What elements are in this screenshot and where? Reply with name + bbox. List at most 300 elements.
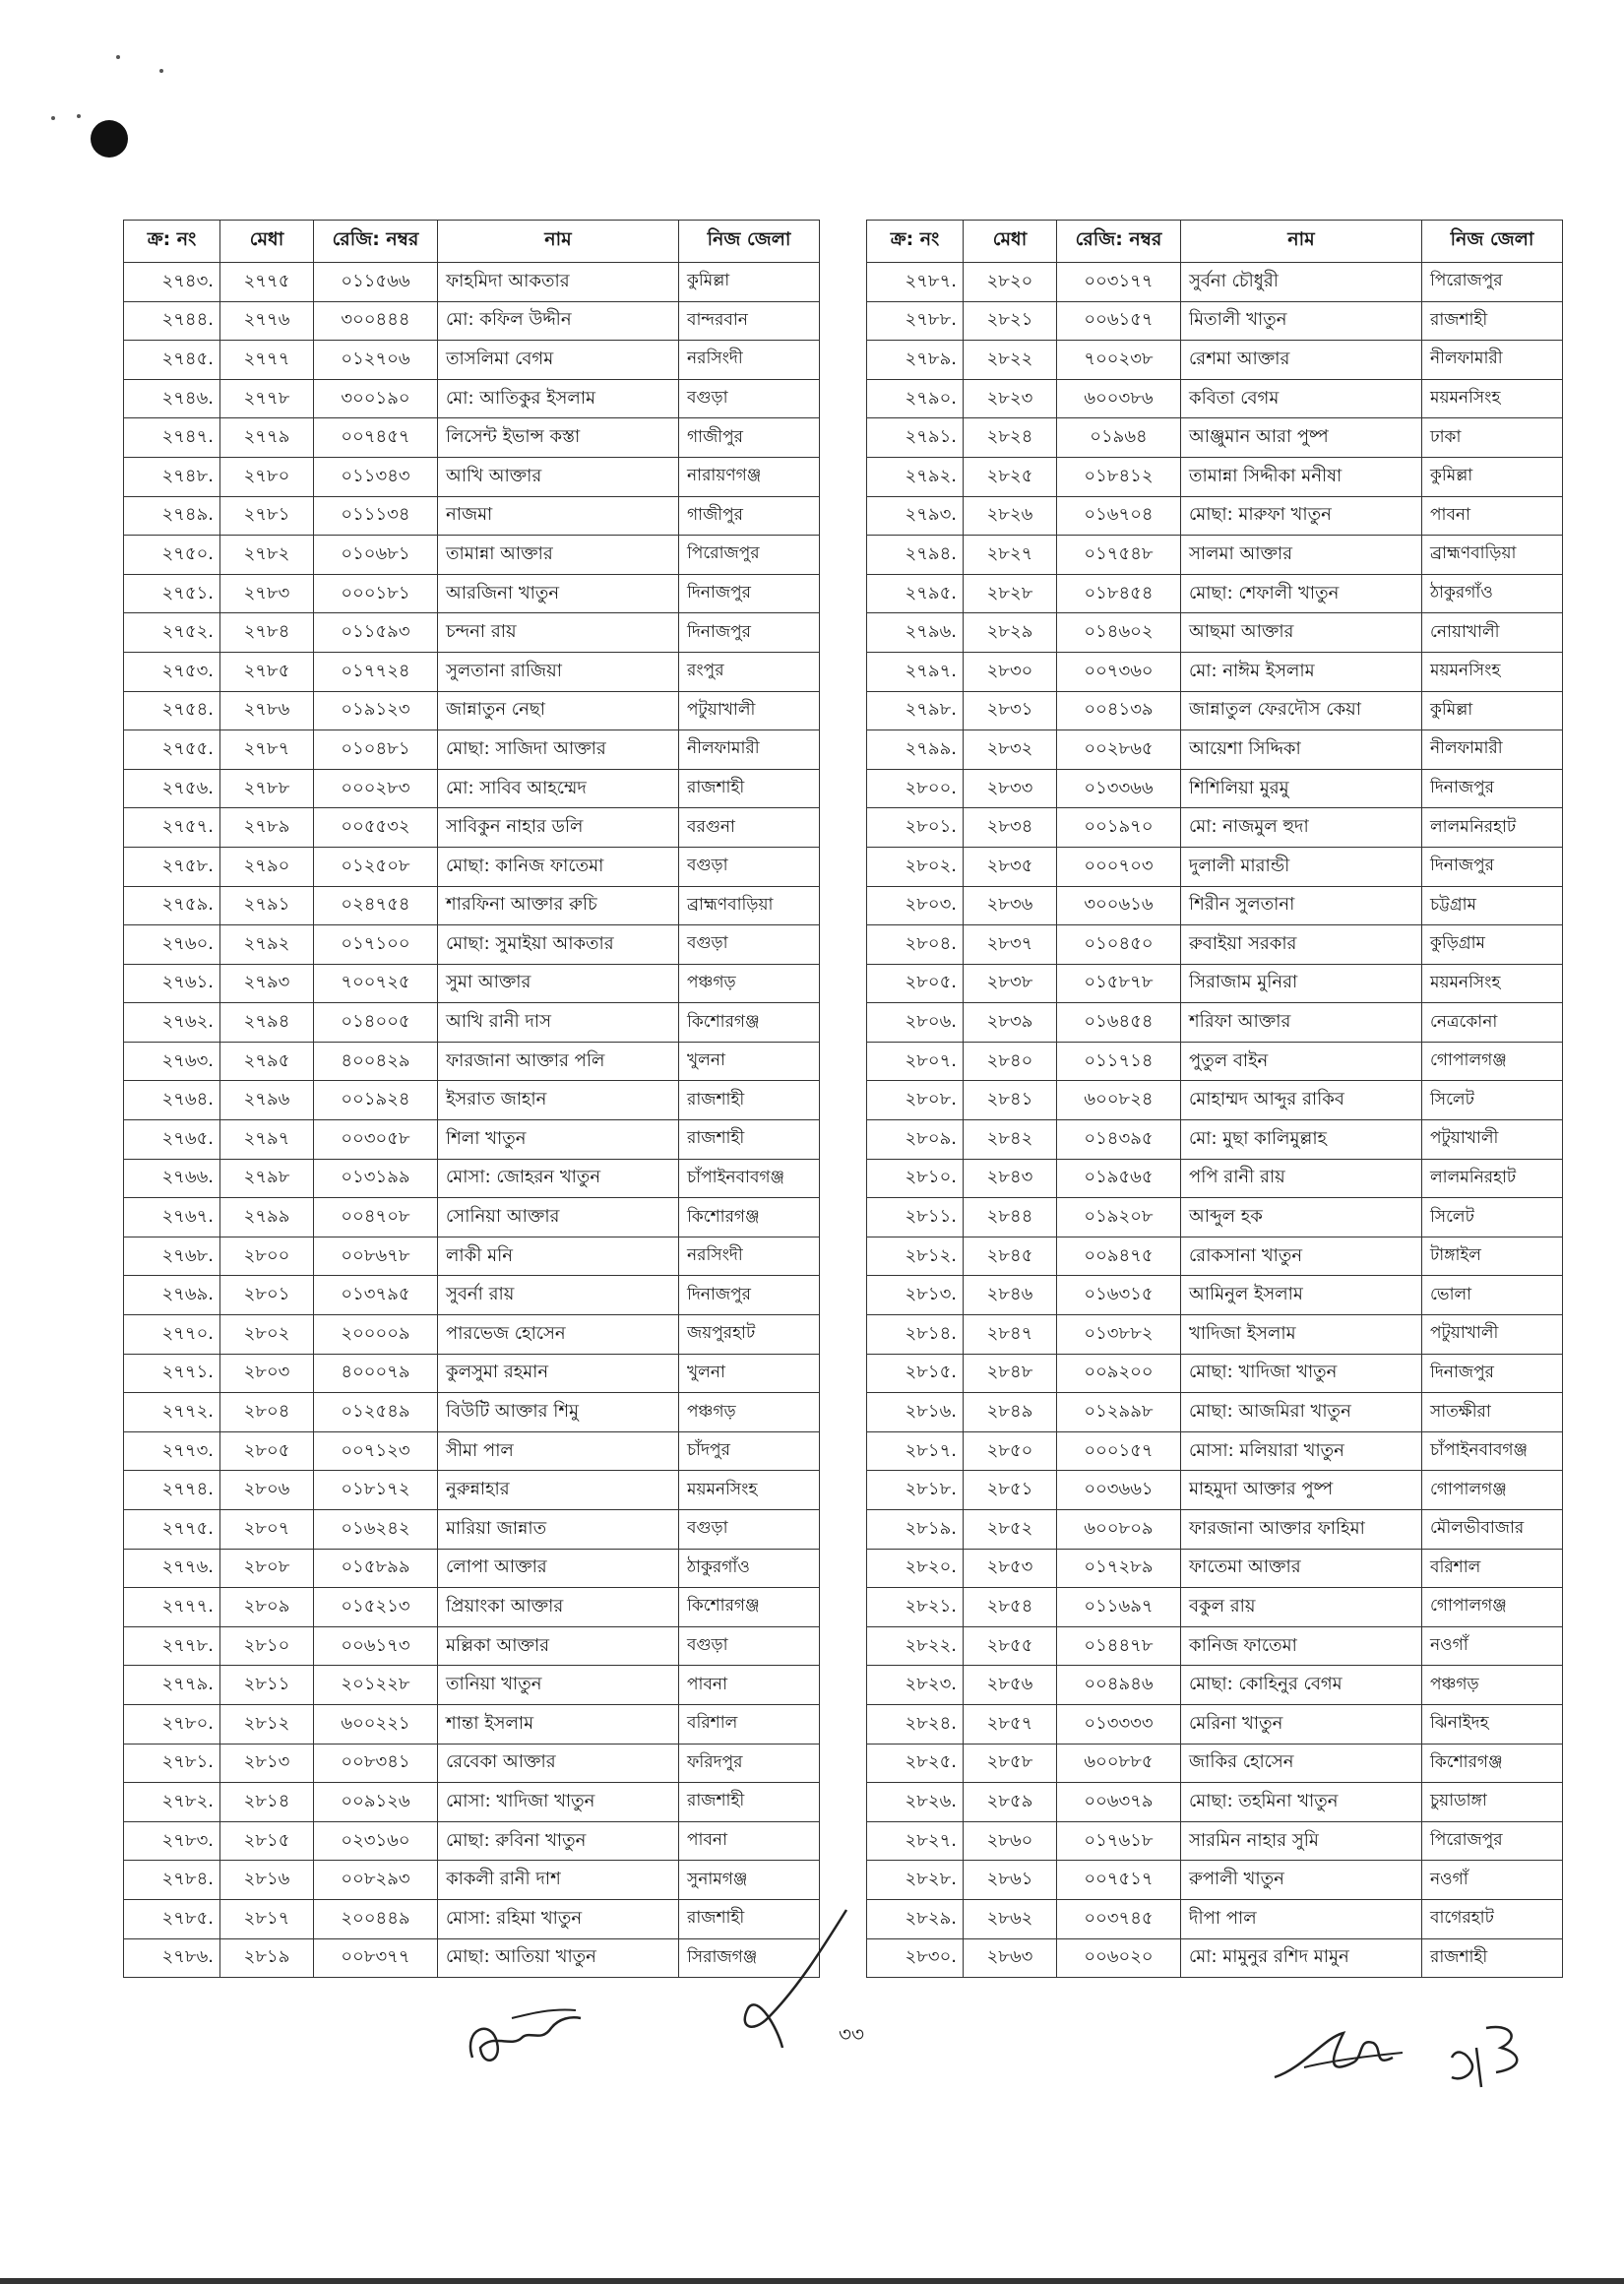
cell-district: রাজশাহী <box>679 769 820 808</box>
table-row <box>867 574 1563 613</box>
cell-merit: ২৮৪৫ <box>964 1237 1057 1276</box>
cell-serial: ২৭৯০. <box>867 379 964 418</box>
cell-merit: ২৭৮২ <box>220 536 314 575</box>
cell-district: নওগাঁ <box>1422 1626 1563 1666</box>
cell-name: লিসেন্ট ইভান্স কস্তা <box>438 418 679 458</box>
cell-name: তাসলিমা বেগম <box>438 341 679 380</box>
cell-district: পাবনা <box>1422 496 1563 536</box>
table-row <box>124 1276 820 1315</box>
table-header-row <box>124 221 820 263</box>
cell-name: মারিয়া জান্নাত <box>438 1510 679 1550</box>
cell-district: নেত্রকোনা <box>1422 1003 1563 1043</box>
table-row <box>124 496 820 536</box>
table-row <box>124 536 820 575</box>
cell-reg-number: ৪০০০৭৯ <box>314 1354 438 1393</box>
table-row <box>124 1783 820 1822</box>
cell-name: মাহমুদা আক্তার পুষ্প <box>1181 1471 1422 1510</box>
cell-serial: ২৭৭৩. <box>124 1431 220 1471</box>
table-row <box>867 886 1563 925</box>
cell-merit: ২৮৩১ <box>964 691 1057 730</box>
cell-reg-number: ০২৩১৬০ <box>314 1821 438 1861</box>
cell-reg-number: ০১১৫৯৩ <box>314 613 438 653</box>
cell-reg-number: ০০৭৩৬০ <box>1057 652 1181 691</box>
cell-reg-number: ০০২৮৬৫ <box>1057 730 1181 770</box>
cell-serial: ২৭৮৮. <box>867 301 964 341</box>
cell-merit: ২৮০৪ <box>220 1393 314 1432</box>
cell-merit: ২৮৫৪ <box>964 1588 1057 1627</box>
cell-merit: ২৮৪৭ <box>964 1315 1057 1355</box>
cell-merit: ২৮৩৪ <box>964 808 1057 848</box>
cell-district: কিশোরগঞ্জ <box>679 1003 820 1043</box>
cell-name: কুলসুমা রহমান <box>438 1354 679 1393</box>
cell-merit: ২৮৫৩ <box>964 1549 1057 1588</box>
header-serial: ক্র: নং <box>124 221 220 263</box>
cell-name: দীপা পাল <box>1181 1899 1422 1938</box>
cell-serial: ২৭৯৭. <box>867 652 964 691</box>
cell-serial: ২৭৯১. <box>867 418 964 458</box>
cell-merit: ২৮৪২ <box>964 1120 1057 1160</box>
cell-name: নাজমা <box>438 496 679 536</box>
cell-merit: ২৮৬১ <box>964 1861 1057 1900</box>
cell-district: চাঁপাইনবাবগঞ্জ <box>1422 1431 1563 1471</box>
cell-name: আমিনুল ইসলাম <box>1181 1276 1422 1315</box>
cell-reg-number: ০০৮৩৪১ <box>314 1744 438 1783</box>
table-row <box>867 1042 1563 1081</box>
cell-reg-number: ০১০৪৫০ <box>1057 925 1181 965</box>
cell-reg-number: ৩০০১৯০ <box>314 379 438 418</box>
cell-reg-number: ০০৭১২৩ <box>314 1431 438 1471</box>
cell-merit: ২৮২৫ <box>964 457 1057 496</box>
cell-merit: ২৮২০ <box>964 263 1057 302</box>
cell-merit: ২৮১৩ <box>220 1744 314 1783</box>
cell-district: পিরোজপুর <box>1422 1821 1563 1861</box>
cell-serial: ২৭৫৯. <box>124 886 220 925</box>
cell-serial: ২৭৪৫. <box>124 341 220 380</box>
cell-district: গাজীপুর <box>679 418 820 458</box>
cell-district: বরিশাল <box>679 1704 820 1744</box>
cell-name: সোনিয়া আক্তার <box>438 1198 679 1237</box>
table-row <box>124 379 820 418</box>
cell-serial: ২৭৮৬. <box>124 1938 220 1978</box>
cell-merit: ২৮৪১ <box>964 1081 1057 1120</box>
cell-merit: ২৭৭৮ <box>220 379 314 418</box>
table-row <box>124 886 820 925</box>
cell-serial: ২৭৪৬. <box>124 379 220 418</box>
cell-name: ফাতেমা আক্তার <box>1181 1549 1422 1588</box>
cell-reg-number: ৬০০৮২৪ <box>1057 1081 1181 1120</box>
cell-district: পটুয়াখালী <box>1422 1120 1563 1160</box>
table-row <box>124 730 820 770</box>
cell-serial: ২৮১০. <box>867 1159 964 1198</box>
cell-serial: ২৮৩০. <box>867 1938 964 1978</box>
table-row <box>867 1081 1563 1120</box>
cell-serial: ২৮২৫. <box>867 1744 964 1783</box>
cell-serial: ২৭৬৫. <box>124 1120 220 1160</box>
cell-merit: ২৭৭৯ <box>220 418 314 458</box>
cell-name: ফাহমিদা আকতার <box>438 263 679 302</box>
cell-district: ময়মনসিংহ <box>679 1471 820 1510</box>
cell-name: মোছা: রুবিনা খাতুন <box>438 1821 679 1861</box>
cell-serial: ২৭৫১. <box>124 574 220 613</box>
table-row <box>867 1510 1563 1550</box>
bottom-edge <box>0 2278 1624 2284</box>
cell-district: রাজশাহী <box>679 1783 820 1822</box>
cell-reg-number: ০১০৬৮১ <box>314 536 438 575</box>
cell-name: মোছা: মারুফা খাতুন <box>1181 496 1422 536</box>
cell-district: জয়পুরহাট <box>679 1315 820 1355</box>
cell-reg-number: ০১৬৩১৫ <box>1057 1276 1181 1315</box>
cell-serial: ২৮১৯. <box>867 1510 964 1550</box>
cell-name: আখি রানী দাস <box>438 1003 679 1043</box>
cell-reg-number: ০০৪৯৪৬ <box>1057 1666 1181 1705</box>
cell-name: মোছা: কোহিনুর বেগম <box>1181 1666 1422 1705</box>
cell-reg-number: ০১৯২০৮ <box>1057 1198 1181 1237</box>
table-row <box>124 1393 820 1432</box>
cell-merit: ২৮৪৯ <box>964 1393 1057 1432</box>
cell-name: কাকলী রানী দাশ <box>438 1861 679 1900</box>
cell-serial: ২৭৬৯. <box>124 1276 220 1315</box>
cell-serial: ২৭৯৫. <box>867 574 964 613</box>
cell-reg-number: ০১৩৮৮২ <box>1057 1315 1181 1355</box>
cell-reg-number: ০১৪৬০২ <box>1057 613 1181 653</box>
cell-district: কুমিল্লা <box>1422 457 1563 496</box>
cell-merit: ২৮৩৬ <box>964 886 1057 925</box>
cell-name: জাকির হোসেন <box>1181 1744 1422 1783</box>
cell-name: কবিতা বেগম <box>1181 379 1422 418</box>
cell-serial: ২৮০৮. <box>867 1081 964 1120</box>
cell-merit: ২৮৫৯ <box>964 1783 1057 1822</box>
header-serial: ক্র: নং <box>867 221 964 263</box>
cell-name: শিলা খাতুন <box>438 1120 679 1160</box>
table-row <box>867 730 1563 770</box>
cell-name: মোসা: জোহরন খাতুন <box>438 1159 679 1198</box>
cell-serial: ২৭৭৪. <box>124 1471 220 1510</box>
cell-serial: ২৮০২. <box>867 847 964 886</box>
cell-reg-number: ০১২৫০৮ <box>314 847 438 886</box>
cell-serial: ২৭৫৩. <box>124 652 220 691</box>
merit-table-left <box>123 220 820 1978</box>
table-row <box>867 1393 1563 1432</box>
cell-name: ইসরাত জাহান <box>438 1081 679 1120</box>
cell-serial: ২৮২৩. <box>867 1666 964 1705</box>
table-row <box>867 1899 1563 1938</box>
cell-district: নীলফামারী <box>1422 341 1563 380</box>
cell-serial: ২৭৮১. <box>124 1744 220 1783</box>
cell-serial: ২৮২০. <box>867 1549 964 1588</box>
header-district: নিজ জেলা <box>1422 221 1563 263</box>
cell-district: পাবনা <box>679 1666 820 1705</box>
cell-merit: ২৭৯৯ <box>220 1198 314 1237</box>
cell-name: লাকী মনি <box>438 1237 679 1276</box>
cell-merit: ২৮২৭ <box>964 536 1057 575</box>
cell-merit: ২৭৭৭ <box>220 341 314 380</box>
cell-name: পুতুল বাইন <box>1181 1042 1422 1081</box>
cell-name: আয়েশা সিদ্দিকা <box>1181 730 1422 770</box>
cell-serial: ২৭৫৬. <box>124 769 220 808</box>
cell-reg-number: ২০০৪৪৯ <box>314 1899 438 1938</box>
cell-district: বগুড়া <box>679 1626 820 1666</box>
cell-district: কিশোরগঞ্জ <box>679 1198 820 1237</box>
cell-serial: ২৮১৬. <box>867 1393 964 1432</box>
table-row <box>124 1821 820 1861</box>
table-row <box>124 341 820 380</box>
cell-reg-number: ০১৭৭২৪ <box>314 652 438 691</box>
header-reg: রেজি: নম্বর <box>314 221 438 263</box>
cell-serial: ২৮২৭. <box>867 1821 964 1861</box>
cell-serial: ২৭৮৩. <box>124 1821 220 1861</box>
cell-serial: ২৭৪৪. <box>124 301 220 341</box>
cell-district: বরগুনা <box>679 808 820 848</box>
cell-merit: ২৮৬৩ <box>964 1938 1057 1978</box>
cell-serial: ২৭৭৬. <box>124 1549 220 1588</box>
cell-district: পঞ্চগড় <box>679 964 820 1003</box>
cell-district: বগুড়া <box>679 925 820 965</box>
table-row <box>124 1588 820 1627</box>
cell-serial: ২৮০৭. <box>867 1042 964 1081</box>
cell-reg-number: ০১৪৩৯৫ <box>1057 1120 1181 1160</box>
cell-merit: ২৭৯৮ <box>220 1159 314 1198</box>
cell-name: তামান্না আক্তার <box>438 536 679 575</box>
cell-serial: ২৮২৯. <box>867 1899 964 1938</box>
cell-serial: ২৮০০. <box>867 769 964 808</box>
cell-reg-number: ৬০০৩৮৬ <box>1057 379 1181 418</box>
cell-serial: ২৭৯৯. <box>867 730 964 770</box>
cell-district: খুলনা <box>679 1354 820 1393</box>
table-row <box>867 1003 1563 1043</box>
cell-name: আছমা আক্তার <box>1181 613 1422 653</box>
table-row <box>867 1159 1563 1198</box>
cell-name: বকুল রায় <box>1181 1588 1422 1627</box>
cell-name: ফারজানা আক্তার পলি <box>438 1042 679 1081</box>
cell-reg-number: ০১৩৭৯৫ <box>314 1276 438 1315</box>
table-row <box>867 1431 1563 1471</box>
cell-merit: ২৮৩৫ <box>964 847 1057 886</box>
cell-serial: ২৭৯৩. <box>867 496 964 536</box>
cell-serial: ২৮০৯. <box>867 1120 964 1160</box>
cell-serial: ২৭৬৪. <box>124 1081 220 1120</box>
table-row <box>867 1237 1563 1276</box>
table-row <box>124 1237 820 1276</box>
cell-district: দিনাজপুর <box>1422 1354 1563 1393</box>
header-merit: মেধা <box>220 221 314 263</box>
cell-serial: ২৭৪৯. <box>124 496 220 536</box>
cell-serial: ২৭৬৬. <box>124 1159 220 1198</box>
cell-district: গোপালগঞ্জ <box>1422 1471 1563 1510</box>
cell-merit: ২৮৩০ <box>964 652 1057 691</box>
cell-district: দিনাজপুর <box>679 574 820 613</box>
cell-district: গোপালগঞ্জ <box>1422 1042 1563 1081</box>
cell-district: ময়মনসিংহ <box>1422 652 1563 691</box>
cell-merit: ২৮১৫ <box>220 1821 314 1861</box>
cell-name: জান্নাতুন নেছা <box>438 691 679 730</box>
cell-merit: ২৭৯৬ <box>220 1081 314 1120</box>
cell-district: ঠাকুরগাঁও <box>679 1549 820 1588</box>
cell-district: টাঙ্গাইল <box>1422 1237 1563 1276</box>
cell-name: মোহাম্মদ আব্দুর রাকিব <box>1181 1081 1422 1120</box>
table-row <box>867 613 1563 653</box>
cell-name: প্রিয়াংকা আক্তার <box>438 1588 679 1627</box>
cell-merit: ২৮১০ <box>220 1626 314 1666</box>
cell-serial: ২৭৮৯. <box>867 341 964 380</box>
cell-reg-number: ০০৩৭৪৫ <box>1057 1899 1181 1938</box>
cell-reg-number: ০১৩১৯৯ <box>314 1159 438 1198</box>
cell-serial: ২৭৯৬. <box>867 613 964 653</box>
cell-reg-number: ০১৪০০৫ <box>314 1003 438 1043</box>
scan-speck <box>51 116 55 120</box>
cell-merit: ২৮৫০ <box>964 1431 1057 1471</box>
cell-name: মো: সাবিব আহম্মেদ <box>438 769 679 808</box>
cell-reg-number: ০১১৫৬৬ <box>314 263 438 302</box>
cell-name: সুর্বনা চৌধুরী <box>1181 263 1422 302</box>
cell-reg-number: ০০০২৮৩ <box>314 769 438 808</box>
cell-name: বিউটি আক্তার শিমু <box>438 1393 679 1432</box>
cell-merit: ২৮৬০ <box>964 1821 1057 1861</box>
cell-merit: ২৮০৯ <box>220 1588 314 1627</box>
table-row <box>867 536 1563 575</box>
cell-reg-number: ২০০০০৯ <box>314 1315 438 1355</box>
cell-district: নওগাঁ <box>1422 1861 1563 1900</box>
cell-district: বগুড়া <box>679 379 820 418</box>
cell-merit: ২৭৮১ <box>220 496 314 536</box>
cell-serial: ২৭৪৮. <box>124 457 220 496</box>
table-row <box>124 1198 820 1237</box>
table-row <box>867 925 1563 965</box>
table-row <box>124 1704 820 1744</box>
table-row <box>124 847 820 886</box>
table-row <box>124 1899 820 1938</box>
cell-name: তানিয়া খাতুন <box>438 1666 679 1705</box>
cell-reg-number: ০১১৭১৪ <box>1057 1042 1181 1081</box>
cell-reg-number: ০০০১৮১ <box>314 574 438 613</box>
cell-merit: ২৭৮৩ <box>220 574 314 613</box>
cell-reg-number: ০০৩০৫৮ <box>314 1120 438 1160</box>
cell-reg-number: ০১৭২৮৯ <box>1057 1549 1181 1588</box>
cell-reg-number: ২০১২২৮ <box>314 1666 438 1705</box>
table-row <box>124 1120 820 1160</box>
cell-name: তামান্না সিদ্দীকা মনীষা <box>1181 457 1422 496</box>
cell-reg-number: ০১৪৪৭৮ <box>1057 1626 1181 1666</box>
cell-name: মিতালী খাতুন <box>1181 301 1422 341</box>
cell-serial: ২৭৬০. <box>124 925 220 965</box>
cell-name: মোসা: রহিমা খাতুন <box>438 1899 679 1938</box>
cell-name: মো: মুছা কালিমুল্লাহ <box>1181 1120 1422 1160</box>
cell-name: পারভেজ হোসেন <box>438 1315 679 1355</box>
cell-name: রেশমা আক্তার <box>1181 341 1422 380</box>
cell-serial: ২৭৫৮. <box>124 847 220 886</box>
cell-merit: ২৭৮৯ <box>220 808 314 848</box>
table-row <box>124 925 820 965</box>
table-row <box>867 847 1563 886</box>
cell-merit: ২৭৯০ <box>220 847 314 886</box>
cell-reg-number: ০০৯১২৬ <box>314 1783 438 1822</box>
cell-reg-number: ৩০০৪৪৪ <box>314 301 438 341</box>
cell-district: দিনাজপুর <box>679 1276 820 1315</box>
cell-district: কুমিল্লা <box>1422 691 1563 730</box>
cell-serial: ২৭৭১. <box>124 1354 220 1393</box>
cell-merit: ২৭৯২ <box>220 925 314 965</box>
table-row <box>124 1081 820 1120</box>
cell-district: সাতক্ষীরা <box>1422 1393 1563 1432</box>
cell-serial: ২৭৫৭. <box>124 808 220 848</box>
scan-speck <box>77 114 81 118</box>
cell-name: শান্তা ইসলাম <box>438 1704 679 1744</box>
cell-reg-number: ০১৭৬১৮ <box>1057 1821 1181 1861</box>
merit-table-right <box>866 220 1563 1978</box>
cell-merit: ২৮০০ <box>220 1237 314 1276</box>
cell-serial: ২৭৯৪. <box>867 536 964 575</box>
cell-district: সিরাজগঞ্জ <box>679 1938 820 1978</box>
cell-serial: ২৭৭৭. <box>124 1588 220 1627</box>
cell-name: মল্লিকা আক্তার <box>438 1626 679 1666</box>
cell-serial: ২৭৮৭. <box>867 263 964 302</box>
cell-serial: ২৮১৫. <box>867 1354 964 1393</box>
cell-reg-number: ০০৬০২০ <box>1057 1938 1181 1978</box>
cell-reg-number: ০১৩৩৩৩ <box>1057 1704 1181 1744</box>
cell-reg-number: ০০৬১৫৭ <box>1057 301 1181 341</box>
cell-reg-number: ০১৫২১৩ <box>314 1588 438 1627</box>
cell-serial: ২৮০৪. <box>867 925 964 965</box>
cell-district: নরসিংদী <box>679 341 820 380</box>
cell-reg-number: ৭০০২৩৮ <box>1057 341 1181 380</box>
table-row <box>867 1821 1563 1861</box>
cell-name: শারফিনা আক্তার রুচি <box>438 886 679 925</box>
table-row <box>867 769 1563 808</box>
cell-district: মৌলভীবাজার <box>1422 1510 1563 1550</box>
cell-serial: ২৮১৪. <box>867 1315 964 1355</box>
cell-district: রংপুর <box>679 652 820 691</box>
cell-name: মেরিনা খাতুন <box>1181 1704 1422 1744</box>
cell-name: সুবর্না রায় <box>438 1276 679 1315</box>
cell-name: লোপা আক্তার <box>438 1549 679 1588</box>
cell-serial: ২৮০৫. <box>867 964 964 1003</box>
cell-district: পটুয়াখালী <box>1422 1315 1563 1355</box>
cell-merit: ২৮৪৪ <box>964 1198 1057 1237</box>
header-name: নাম <box>1181 221 1422 263</box>
table-row <box>867 379 1563 418</box>
cell-merit: ২৮৫১ <box>964 1471 1057 1510</box>
cell-serial: ২৮১৩. <box>867 1276 964 1315</box>
cell-merit: ২৮২৮ <box>964 574 1057 613</box>
table-row <box>867 457 1563 496</box>
cell-name: রুবাইয়া সরকার <box>1181 925 1422 965</box>
cell-serial: ২৮০৬. <box>867 1003 964 1043</box>
cell-serial: ২৮২৪. <box>867 1704 964 1744</box>
table-row <box>124 263 820 302</box>
cell-reg-number: ৬০০৮৮৫ <box>1057 1744 1181 1783</box>
table-row <box>124 769 820 808</box>
cell-merit: ২৮২৪ <box>964 418 1057 458</box>
cell-merit: ২৭৭৫ <box>220 263 314 302</box>
cell-reg-number: ০১৭১০০ <box>314 925 438 965</box>
table-row <box>867 263 1563 302</box>
table-row <box>124 652 820 691</box>
cell-name: শরিফা আক্তার <box>1181 1003 1422 1043</box>
cell-merit: ২৮০৩ <box>220 1354 314 1393</box>
cell-merit: ২৭৯৪ <box>220 1003 314 1043</box>
cell-reg-number: ০১২৫৪৯ <box>314 1393 438 1432</box>
cell-serial: ২৭৪৭. <box>124 418 220 458</box>
cell-district: সুনামগঞ্জ <box>679 1861 820 1900</box>
cell-reg-number: ০১৫৮৯৯ <box>314 1549 438 1588</box>
cell-reg-number: ৩০০৬১৬ <box>1057 886 1181 925</box>
table-row <box>124 964 820 1003</box>
cell-serial: ২৭৫৫. <box>124 730 220 770</box>
cell-name: রোকসানা খাতুন <box>1181 1237 1422 1276</box>
cell-district: খুলনা <box>679 1042 820 1081</box>
cell-name: সারমিন নাহার সুমি <box>1181 1821 1422 1861</box>
cell-name: সুলতানা রাজিয়া <box>438 652 679 691</box>
cell-merit: ২৮৫২ <box>964 1510 1057 1550</box>
